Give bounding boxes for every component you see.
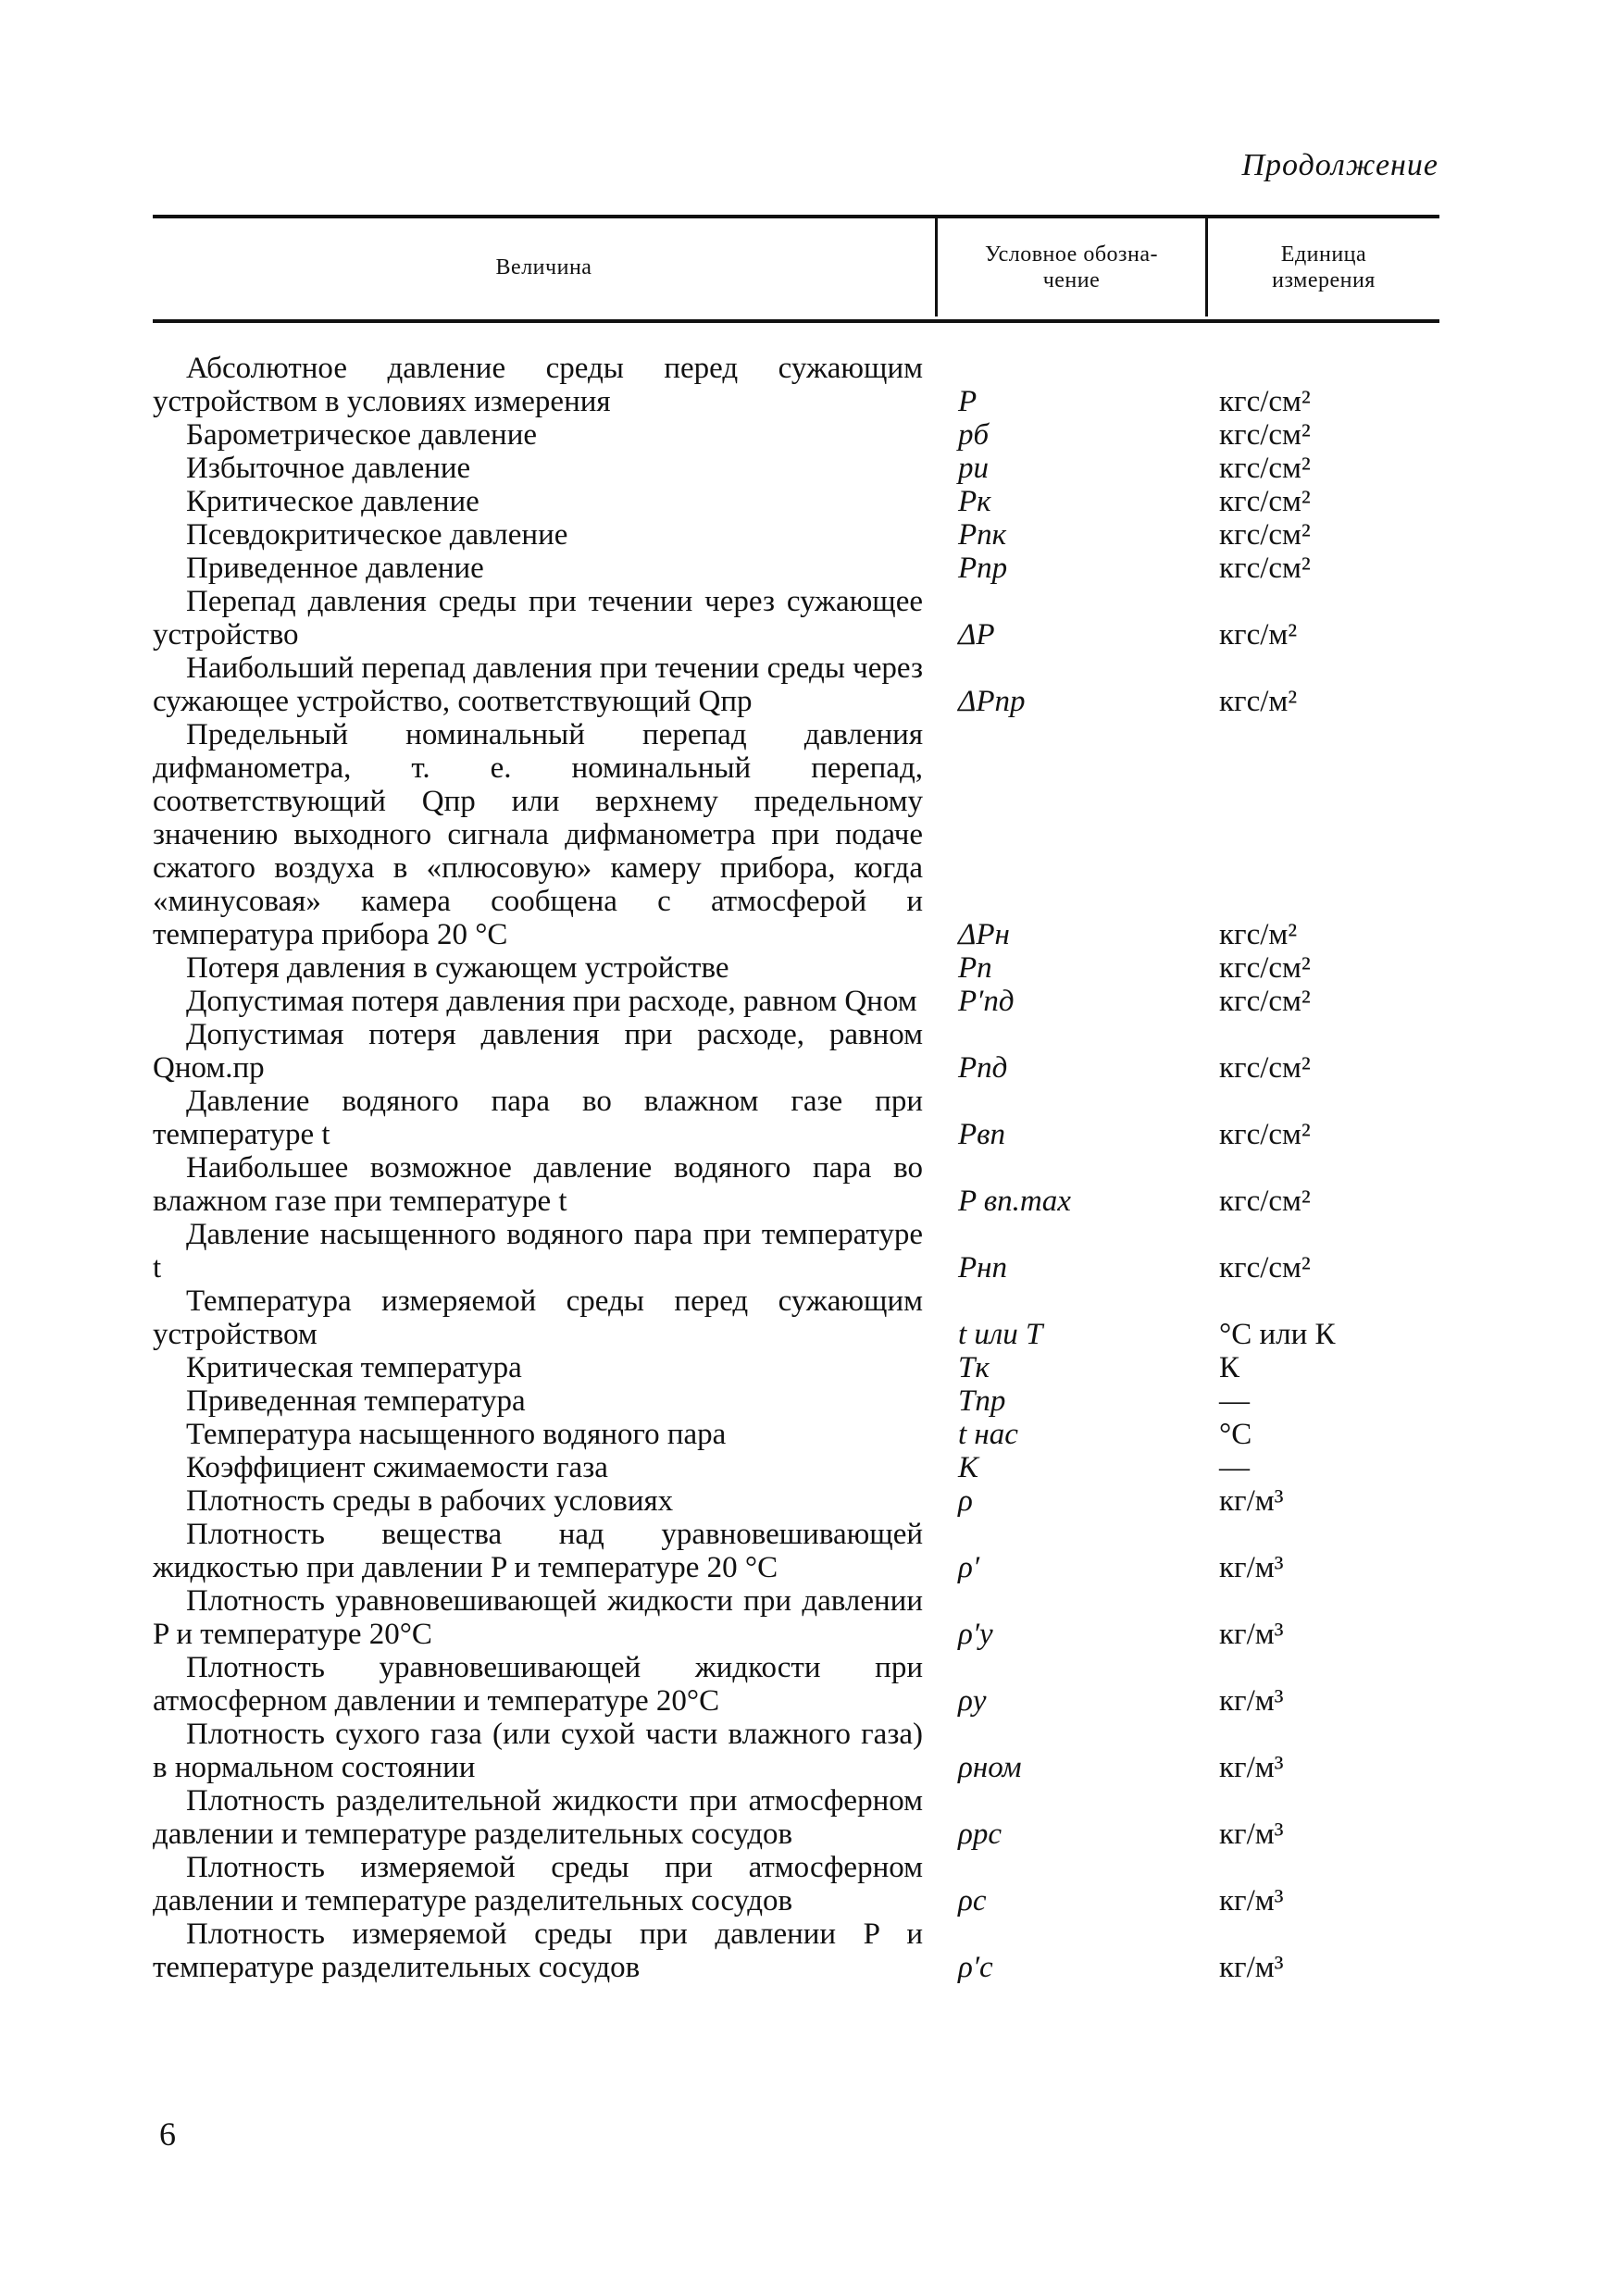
quantity-symbol: Pнп bbox=[958, 1251, 1008, 1285]
quantity-symbol: ρном bbox=[958, 1751, 1022, 1784]
quantity-symbol: Tк bbox=[958, 1351, 990, 1384]
table-row bbox=[153, 518, 1439, 552]
quantity-symbol: pи bbox=[958, 452, 989, 485]
quantity-symbol: Pпр bbox=[958, 552, 1008, 585]
header-symbol: Условное обозна- чение bbox=[984, 242, 1159, 292]
quantity-symbol: ρу bbox=[958, 1684, 987, 1718]
quantity-unit: кгс/см² bbox=[1219, 1118, 1311, 1151]
quantity-symbol: pб bbox=[958, 418, 990, 452]
table-row bbox=[153, 718, 1439, 951]
table-row bbox=[153, 585, 1439, 652]
quantity-name: Плотность уравновешивающей жидкости при атмосферном давлении и температуре 20°С bbox=[153, 1651, 923, 1718]
quantity-name: Наибольшее возможное давление водяного пара во влажном газе при температуре t bbox=[153, 1151, 923, 1218]
quantity-unit: кг/м³ bbox=[1219, 1751, 1284, 1784]
quantity-symbol: Pк bbox=[958, 485, 991, 518]
quantity-name: Плотность вещества над уравновешивающей жидкостью при давлении P и температуре 20 °С bbox=[153, 1518, 923, 1584]
quantity-symbol: ΔPпр bbox=[958, 685, 1026, 718]
table-row bbox=[153, 652, 1439, 718]
table-row bbox=[153, 1784, 1439, 1851]
quantity-name: Абсолютное давление среды перед сужающим устройством в условиях измерения bbox=[153, 352, 923, 418]
quantity-unit: кгс/см² bbox=[1219, 1251, 1311, 1285]
quantity-name: Псевдокритическое давление bbox=[186, 518, 568, 552]
table-row bbox=[153, 1018, 1439, 1085]
quantity-name: Избыточное давление bbox=[186, 452, 471, 485]
quantity-unit: кгс/см² bbox=[1219, 1051, 1311, 1085]
table-row bbox=[153, 951, 1439, 985]
quantity-symbol: ρс bbox=[958, 1884, 987, 1917]
quantity-name: Приведенное давление bbox=[186, 552, 484, 585]
quantity-unit: кгс/см² bbox=[1219, 485, 1311, 518]
quantity-unit: кг/м³ bbox=[1219, 1951, 1284, 1984]
quantity-unit: °С или К bbox=[1219, 1318, 1336, 1351]
quantity-symbol: K bbox=[958, 1451, 979, 1484]
header-quantity: Величина bbox=[495, 255, 592, 279]
table-row bbox=[153, 1384, 1439, 1418]
table-row bbox=[153, 985, 1439, 1018]
table-row bbox=[153, 1085, 1439, 1151]
quantity-name: Допустимая потеря давления при расходе, равном Qном.пр bbox=[153, 1018, 923, 1085]
quantity-name: Температура насыщенного водяного пара bbox=[186, 1418, 727, 1451]
quantity-symbol: P′пд bbox=[958, 985, 1015, 1018]
quantity-name: Давление водяного пара во влажном газе при температуре t bbox=[153, 1085, 923, 1151]
quantity-unit: кг/м³ bbox=[1219, 1818, 1284, 1851]
header-unit: Единица измерения bbox=[1272, 242, 1376, 292]
quantity-name: Наибольший перепад давления при течении среды через сужающее устройство, соответствующий Qпр bbox=[153, 652, 923, 718]
quantity-unit: кгс/см² bbox=[1219, 552, 1311, 585]
quantity-unit: кг/м³ bbox=[1219, 1684, 1284, 1718]
quantity-name: Температура измеряемой среды перед сужающим устройством bbox=[153, 1285, 923, 1351]
table-row bbox=[153, 1218, 1439, 1285]
quantity-unit: кгс/м² bbox=[1219, 685, 1298, 718]
quantity-name: Критическая температура bbox=[186, 1351, 522, 1384]
quantity-unit: кгс/м² bbox=[1219, 918, 1298, 951]
quantity-name: Допустимая потеря давления при расходе, равном Qном bbox=[186, 985, 917, 1018]
table-row bbox=[153, 1651, 1439, 1718]
table-row bbox=[153, 1484, 1439, 1518]
quantity-name: Коэффициент сжимаемости газа bbox=[186, 1451, 608, 1484]
quantity-symbol: Pвп bbox=[958, 1118, 1005, 1151]
quantity-name: Приведенная температура bbox=[186, 1384, 526, 1418]
quantity-unit: кгс/см² bbox=[1219, 1185, 1311, 1218]
quantity-unit: — bbox=[1219, 1451, 1250, 1484]
table-row bbox=[153, 1351, 1439, 1384]
quantity-unit: кгс/м² bbox=[1219, 618, 1298, 652]
quantity-symbol: ρ′у bbox=[958, 1618, 993, 1651]
quantity-name: Плотность измеряемой среды при атмосферном давлении и температуре разделительных сосудов bbox=[153, 1851, 923, 1917]
quantities-table bbox=[153, 352, 1439, 1984]
quantity-symbol: t нас bbox=[958, 1418, 1018, 1451]
quantity-unit: кгс/см² bbox=[1219, 452, 1311, 485]
table-header-rule bbox=[153, 319, 1439, 323]
quantity-unit: кгс/см² bbox=[1219, 951, 1311, 985]
quantity-name: Потеря давления в сужающем устройстве bbox=[186, 951, 729, 985]
table-row bbox=[153, 1851, 1439, 1917]
quantity-unit: кг/м³ bbox=[1219, 1618, 1284, 1651]
quantity-symbol: P bbox=[958, 385, 978, 418]
quantity-unit: кгс/см² bbox=[1219, 385, 1311, 418]
quantity-name: Перепад давления среды при течении через сужающее устройство bbox=[153, 585, 923, 652]
table-row bbox=[153, 1151, 1439, 1218]
quantity-symbol: Pпк bbox=[958, 518, 1007, 552]
quantity-unit: К bbox=[1219, 1351, 1240, 1384]
table-row bbox=[153, 1584, 1439, 1651]
quantity-unit: °С bbox=[1219, 1418, 1252, 1451]
quantity-symbol: ρ′с bbox=[958, 1951, 993, 1984]
table-row bbox=[153, 452, 1439, 485]
table-row bbox=[153, 1718, 1439, 1784]
quantity-unit: кг/м³ bbox=[1219, 1484, 1284, 1518]
quantity-unit: кг/м³ bbox=[1219, 1551, 1284, 1584]
quantity-name: Плотность измеряемой среды при давлении P и температуре разделительных сосудов bbox=[153, 1917, 923, 1984]
quantity-name: Плотность среды в рабочих условиях bbox=[186, 1484, 674, 1518]
quantity-symbol: Tпр bbox=[958, 1384, 1006, 1418]
quantity-symbol: Pпд bbox=[958, 1051, 1008, 1085]
quantity-name: Плотность разделительной жидкости при атмосферном давлении и температуре разделительных сосудов bbox=[153, 1784, 923, 1851]
quantity-unit: — bbox=[1219, 1384, 1250, 1418]
table-row bbox=[153, 1451, 1439, 1484]
table-row bbox=[153, 352, 1439, 418]
table-row bbox=[153, 418, 1439, 452]
quantity-symbol: ρ′ bbox=[958, 1551, 980, 1584]
table-row bbox=[153, 1285, 1439, 1351]
quantity-unit: кгс/см² bbox=[1219, 518, 1311, 552]
table-row bbox=[153, 552, 1439, 585]
quantity-symbol: Pп bbox=[958, 951, 992, 985]
quantity-symbol: ΔPн bbox=[958, 918, 1010, 951]
quantity-name: Плотность уравновешивающей жидкости при давлении P и температуре 20°С bbox=[153, 1584, 923, 1651]
quantity-unit: кгс/см² bbox=[1219, 985, 1311, 1018]
quantity-name: Барометрическое давление bbox=[186, 418, 538, 452]
table-row bbox=[153, 1917, 1439, 1984]
quantity-symbol: P вп.max bbox=[958, 1185, 1071, 1218]
quantity-symbol: ΔP bbox=[958, 618, 995, 652]
quantity-symbol: ρ bbox=[958, 1484, 973, 1518]
quantity-symbol: t или T bbox=[958, 1318, 1043, 1351]
table-row bbox=[153, 1418, 1439, 1451]
continued-label: Продолжение bbox=[1241, 148, 1438, 182]
table-row bbox=[153, 1518, 1439, 1584]
quantity-unit: кг/м³ bbox=[1219, 1884, 1284, 1917]
quantity-name: Давление насыщенного водяного пара при температуре t bbox=[153, 1218, 923, 1285]
quantity-name: Плотность сухого газа (или сухой части влажного газа) в нормальном состоянии bbox=[153, 1718, 923, 1784]
quantity-symbol: ρрс bbox=[958, 1818, 1002, 1851]
quantity-unit: кгс/см² bbox=[1219, 418, 1311, 452]
table-row bbox=[153, 485, 1439, 518]
page-number: 6 bbox=[159, 2116, 176, 2153]
quantity-name: Критическое давление bbox=[186, 485, 479, 518]
quantity-name: Предельный номинальный перепад давления дифманометра, т. е. номинальный перепад, соответствующий Qпр или верхнему предельному значению выходного сигнала дифманометра при подаче сжатого воздуха в «плюсовую» камеру прибора, когда «минусовая» камера сообщена с атмосферой и температура прибора 20 °С bbox=[153, 718, 923, 951]
